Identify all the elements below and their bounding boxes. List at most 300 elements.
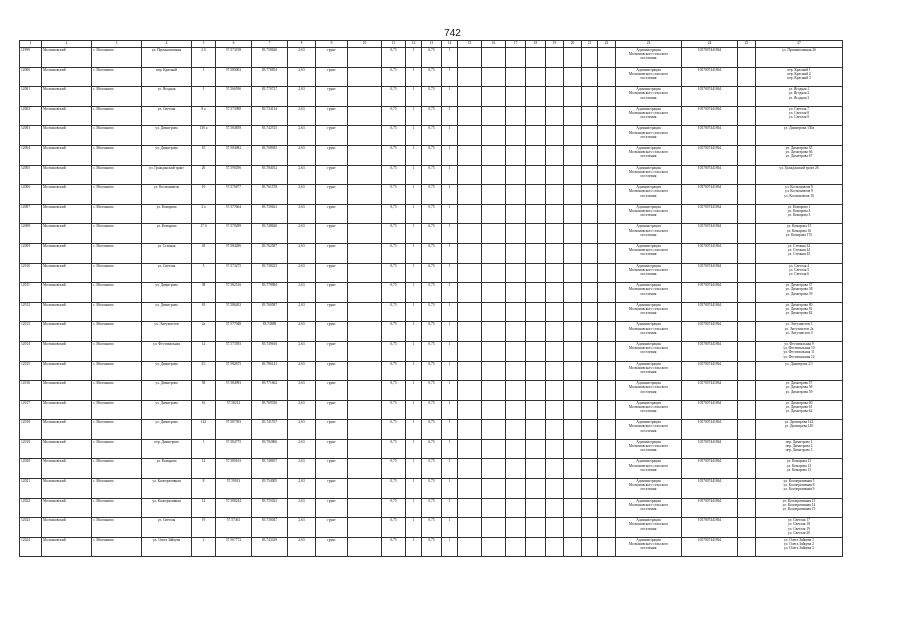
empty-cell [506, 204, 526, 224]
house-cell: 1 [192, 87, 216, 107]
empty-cell [564, 420, 582, 440]
empty-cell [738, 341, 756, 361]
owner-cell-line: Молчановского сельского [628, 52, 669, 57]
district-cell: Молчановский [42, 48, 92, 68]
row-id: 12009 [20, 243, 42, 263]
empty-cell [738, 106, 756, 126]
volume-cell: 0,75 [382, 165, 406, 185]
column-header: 8 [288, 41, 316, 48]
owner-cell-line: Администрация [636, 518, 661, 523]
volume-cell: 0,75 [382, 518, 406, 538]
empty-cell [506, 361, 526, 381]
empty-cell [546, 106, 564, 126]
empty-cell [482, 498, 506, 518]
volume-cell: 0,75 [422, 243, 442, 263]
row-id: 11999 [20, 48, 42, 68]
empty-cell [582, 263, 598, 283]
owner-cell-line: поселения [640, 95, 657, 100]
empty-cell [348, 106, 382, 126]
settlement-cell: с. Молчаново [92, 283, 142, 303]
empty-cell [348, 341, 382, 361]
count-cell: 1 [442, 459, 458, 479]
addresses-cell-line: ул. Олега Зайцева 1 [784, 537, 814, 542]
count-cell: 1 [442, 224, 458, 244]
volume-cell: 0,75 [422, 498, 442, 518]
inn-cell: 1057007441864 [682, 185, 738, 205]
owner-cell-line: Администрация [636, 479, 661, 484]
addresses-cell [756, 361, 843, 381]
surface-cell: грунт [316, 479, 348, 499]
empty-cell [482, 537, 506, 557]
owner-cell [616, 224, 682, 244]
volume-cell: 0,75 [422, 48, 442, 68]
empty-cell [582, 518, 598, 538]
addresses-cell [756, 126, 843, 146]
addresses-cell-line: ул. Светлая 6 [788, 271, 810, 276]
column-header: 22 [598, 41, 616, 48]
empty-cell [598, 145, 616, 165]
empty-cell [598, 341, 616, 361]
addresses-cell-line: ул. Димитрова 58 [785, 385, 813, 390]
owner-cell-line: Администрация [636, 400, 661, 405]
count-cell: 1 [406, 439, 422, 459]
empty-cell [506, 87, 526, 107]
empty-cell [582, 341, 598, 361]
area-cell: 2,63 [288, 322, 316, 342]
empty-cell [564, 204, 582, 224]
area-cell: 2,63 [288, 400, 316, 420]
addresses-cell-line: ул. Димитрова 39 [785, 291, 813, 296]
area-cell: 2,63 [288, 381, 316, 401]
count-cell: 1 [406, 263, 422, 283]
owner-cell-line: поселения [640, 350, 657, 355]
count-cell: 1 [406, 126, 422, 146]
empty-cell [546, 145, 564, 165]
empty-cell [506, 126, 526, 146]
table-row [20, 283, 843, 303]
settlement-cell: с. Молчаново [92, 400, 142, 420]
addresses-cell-line: ул. Кооперативная 5 [783, 479, 815, 484]
row-id: 12017 [20, 400, 42, 420]
inn-cell: 1057007441864 [682, 322, 738, 342]
empty-cell [738, 67, 756, 87]
latitude-cell: 57.586263 [216, 302, 252, 322]
volume-cell: 0,75 [382, 126, 406, 146]
row-id: 12018 [20, 420, 42, 440]
empty-cell [738, 518, 756, 538]
addresses-cell [756, 48, 843, 68]
volume-cell: 0,75 [382, 243, 406, 263]
longitude-cell: 83.771662 [252, 381, 288, 401]
volume-cell: 0,75 [422, 87, 442, 107]
settlement-cell: с. Молчаново [92, 126, 142, 146]
row-id: 12007 [20, 204, 42, 224]
empty-cell [546, 126, 564, 146]
empty-cell [564, 243, 582, 263]
addresses-cell-line: ул. Фестивальная 10 [783, 346, 815, 351]
empty-cell [546, 185, 564, 205]
empty-cell [564, 185, 582, 205]
owner-cell-line: поселения [640, 115, 657, 120]
settlement-cell: с. Молчаново [92, 48, 142, 68]
empty-cell [546, 420, 564, 440]
volume-cell: 0,75 [422, 165, 442, 185]
volume-cell: 0,75 [422, 381, 442, 401]
volume-cell: 0,75 [382, 263, 406, 283]
latitude-cell: 57.577948 [216, 322, 252, 342]
district-cell: Молчановский [42, 106, 92, 126]
inn-cell: 1057007441864 [682, 498, 738, 518]
empty-cell [526, 537, 546, 557]
addresses-cell-line: пер. Димитрова 3 [785, 448, 813, 453]
surface-cell: грунт [316, 67, 348, 87]
volume-cell: 0,75 [382, 185, 406, 205]
empty-cell [526, 185, 546, 205]
empty-cell [458, 302, 482, 322]
count-cell: 1 [406, 243, 422, 263]
empty-cell [482, 518, 506, 538]
latitude-cell: 57.584858 [216, 126, 252, 146]
settlement-cell: с. Молчаново [92, 302, 142, 322]
empty-cell [546, 263, 564, 283]
addresses-cell [756, 479, 843, 499]
table-row [20, 165, 843, 185]
owner-cell-line: поселения [640, 232, 657, 237]
house-cell: 130 а [192, 126, 216, 146]
empty-cell [738, 439, 756, 459]
empty-cell [564, 87, 582, 107]
empty-cell [482, 185, 506, 205]
empty-cell [348, 498, 382, 518]
area-cell: 2,63 [288, 361, 316, 381]
owner-cell-line: Молчановского сельского [628, 71, 669, 76]
house-cell: 12 [192, 341, 216, 361]
surface-cell: грунт [316, 322, 348, 342]
owner-cell [616, 537, 682, 557]
count-cell: 1 [442, 361, 458, 381]
count-cell: 1 [442, 243, 458, 263]
volume-cell: 0,75 [382, 283, 406, 303]
empty-cell [482, 302, 506, 322]
empty-cell [458, 341, 482, 361]
volume-cell: 0,75 [382, 224, 406, 244]
empty-cell [738, 283, 756, 303]
owner-cell [616, 322, 682, 342]
owner-cell-line: поселения [640, 134, 657, 139]
addresses-cell [756, 518, 843, 538]
longitude-cell: 83.778984 [252, 283, 288, 303]
volume-cell: 0,75 [382, 67, 406, 87]
latitude-cell: 57.573988 [216, 106, 252, 126]
settlement-cell: с. Молчаново [92, 361, 142, 381]
empty-cell [582, 302, 598, 322]
inn-cell: 1057007441864 [682, 420, 738, 440]
surface-cell: грунт [316, 126, 348, 146]
empty-cell [564, 381, 582, 401]
empty-cell [348, 87, 382, 107]
addresses-cell-line: ул. Гражданский тракт 26 [779, 165, 819, 170]
addresses-cell-line: ул. Димитрова 57 [785, 381, 813, 386]
empty-cell [506, 459, 526, 479]
empty-cell [506, 48, 526, 68]
row-id: 12001 [20, 87, 42, 107]
empty-cell [526, 302, 546, 322]
addresses-cell-line: ул. Олега Зайцева 2 [784, 542, 814, 547]
empty-cell [482, 400, 506, 420]
empty-cell [598, 361, 616, 381]
house-cell: 81 [192, 302, 216, 322]
owner-cell-line: Молчановского сельского [628, 169, 669, 174]
empty-cell [482, 381, 506, 401]
empty-cell [526, 518, 546, 538]
owner-cell-line: поселения [640, 369, 657, 374]
empty-cell [598, 87, 616, 107]
column-header: 25 [738, 41, 756, 48]
inn-cell: 1057007441864 [682, 518, 738, 538]
count-cell: 1 [442, 341, 458, 361]
table-row [20, 106, 843, 126]
empty-cell [348, 459, 382, 479]
inn-cell: 1057007441864 [682, 283, 738, 303]
empty-cell [348, 185, 382, 205]
house-cell: 17 б [192, 224, 216, 244]
count-cell: 1 [406, 283, 422, 303]
owner-cell-line: Администрация [636, 67, 661, 72]
area-cell: 2,63 [288, 537, 316, 557]
surface-cell: грунт [316, 420, 348, 440]
empty-cell [526, 243, 546, 263]
volume-cell: 0,75 [422, 537, 442, 557]
empty-cell [526, 498, 546, 518]
addresses-cell-line: ул. Димитрова 66 [785, 150, 813, 155]
volume-cell: 0,75 [422, 224, 442, 244]
empty-cell [546, 498, 564, 518]
column-header: 20 [564, 41, 582, 48]
column-header: 24 [682, 41, 738, 48]
count-cell: 1 [406, 361, 422, 381]
district-cell: Молчановский [42, 537, 92, 557]
street-cell: ул. Димитрова [142, 126, 192, 146]
empty-cell [458, 185, 482, 205]
addresses-cell-line: ул. Димитрова 60 [785, 400, 813, 405]
longitude-cell: 83.741767 [252, 420, 288, 440]
count-cell: 1 [442, 498, 458, 518]
table-row [20, 381, 843, 401]
owner-cell [616, 243, 682, 263]
empty-cell [526, 341, 546, 361]
empty-cell [738, 48, 756, 68]
addresses-cell-line: ул. Светлая 7 [788, 106, 810, 111]
surface-cell: грунт [316, 165, 348, 185]
surface-cell: грунт [316, 185, 348, 205]
empty-cell [458, 87, 482, 107]
count-cell: 1 [442, 420, 458, 440]
empty-cell [348, 518, 382, 538]
inn-cell: 1057007441864 [682, 439, 738, 459]
district-cell: Молчановский [42, 126, 92, 146]
addresses-cell-line: ул. Промышленная 2б [782, 48, 816, 52]
addresses-cell [756, 439, 843, 459]
empty-cell [458, 204, 482, 224]
row-id: 12012 [20, 302, 42, 322]
owner-cell-line: Молчановского сельского [628, 483, 669, 488]
volume-cell: 0,75 [382, 479, 406, 499]
volume-cell: 0,75 [422, 479, 442, 499]
area-cell: 2,63 [288, 165, 316, 185]
table-row [20, 322, 843, 342]
house-cell: 2/1 [192, 361, 216, 381]
owner-cell-line: Администрация [636, 145, 661, 150]
surface-cell: грунт [316, 302, 348, 322]
addresses-cell [756, 145, 843, 165]
table-row [20, 361, 843, 381]
table-row [20, 185, 843, 205]
count-cell: 1 [406, 400, 422, 420]
count-cell: 1 [406, 341, 422, 361]
owner-cell-line: поселения [640, 213, 657, 218]
empty-cell [482, 106, 506, 126]
owner-cell-line: Администрация [636, 185, 661, 190]
volume-cell: 0,75 [382, 322, 406, 342]
street-cell: ул. Димитрова [142, 145, 192, 165]
column-header: 27 [756, 41, 843, 48]
settlement-cell: с. Молчаново [92, 106, 142, 126]
empty-cell [582, 459, 598, 479]
empty-cell [482, 420, 506, 440]
volume-cell: 0,75 [382, 498, 406, 518]
owner-cell-line: Администрация [636, 87, 661, 92]
empty-cell [582, 361, 598, 381]
district-cell: Молчановский [42, 479, 92, 499]
empty-cell [482, 283, 506, 303]
latitude-cell: 57.566596 [216, 87, 252, 107]
house-cell: 61 [192, 400, 216, 420]
empty-cell [482, 322, 506, 342]
owner-cell-line: Администрация [636, 498, 661, 503]
addresses-cell-line: ул. Ягодная 1 [788, 87, 810, 92]
count-cell: 1 [406, 224, 422, 244]
empty-cell [582, 106, 598, 126]
addresses-cell [756, 106, 843, 126]
empty-cell [526, 145, 546, 165]
empty-cell [506, 400, 526, 420]
owner-cell [616, 479, 682, 499]
table-row [20, 204, 843, 224]
table-row [20, 518, 843, 538]
empty-cell [564, 165, 582, 185]
addresses-cell-line: ул. Комарова 15 [786, 224, 812, 229]
house-cell: 8 а [192, 106, 216, 126]
empty-cell [564, 224, 582, 244]
empty-cell [598, 126, 616, 146]
empty-cell [546, 322, 564, 342]
street-cell: ул. Космонавтов [142, 185, 192, 205]
empty-cell [506, 479, 526, 499]
owner-cell-line: Администрация [636, 361, 661, 366]
empty-cell [506, 302, 526, 322]
empty-cell [526, 48, 546, 68]
column-header: 16 [482, 41, 506, 48]
inn-cell: 1057007441864 [682, 126, 738, 146]
count-cell: 1 [406, 479, 422, 499]
house-cell: 8 [192, 479, 216, 499]
surface-cell: грунт [316, 224, 348, 244]
table-row [20, 400, 843, 420]
owner-cell-line: Молчановского сельского [628, 150, 669, 155]
owner-cell-line: Администрация [636, 106, 661, 111]
empty-cell [598, 204, 616, 224]
count-cell: 1 [442, 518, 458, 538]
empty-cell [564, 48, 582, 68]
addresses-cell-line: ул. Димитрова 65 [785, 145, 813, 150]
empty-cell [738, 361, 756, 381]
empty-cell [458, 498, 482, 518]
addresses-cell-line: ул. Димитрова 62 [785, 409, 813, 414]
settlement-cell: с. Молчаново [92, 537, 142, 557]
addresses-cell-line: ул. Димитрова 82 [785, 311, 813, 316]
addresses-cell-line: ул. Комарова 16 [786, 228, 812, 233]
empty-cell [564, 518, 582, 538]
empty-cell [738, 498, 756, 518]
addresses-cell-line: ул. Димитрова 61 [785, 404, 813, 409]
empty-cell [506, 537, 526, 557]
street-cell: ул. Светлая [142, 263, 192, 283]
street-cell: пер. Димитрова [142, 439, 192, 459]
area-cell: 2,63 [288, 106, 316, 126]
empty-cell [738, 126, 756, 146]
volume-cell: 0,75 [422, 341, 442, 361]
empty-cell [738, 224, 756, 244]
empty-cell [526, 204, 546, 224]
addresses-cell-line: ул. Светлая 18 [788, 522, 810, 527]
addresses-cell-line: ул. Димитрова 81 [785, 306, 813, 311]
count-cell: 1 [442, 400, 458, 420]
surface-cell: грунт [316, 341, 348, 361]
addresses-cell-line: ул. Димитрова 80 [785, 302, 813, 307]
owner-cell [616, 87, 682, 107]
surface-cell: грунт [316, 400, 348, 420]
owner-cell-line: поселения [640, 271, 657, 276]
empty-cell [348, 67, 382, 87]
owner-cell [616, 341, 682, 361]
empty-cell [738, 537, 756, 557]
owner-cell-line: Администрация [636, 48, 661, 52]
latitude-cell: 57.58212 [216, 400, 252, 420]
empty-cell [506, 518, 526, 538]
addresses-cell-line: ул. Кооперативная 9 [783, 487, 815, 492]
street-cell: ул. Кооперативная [142, 498, 192, 518]
street-cell: ул. Олега Зайцева [142, 537, 192, 557]
empty-cell [458, 479, 482, 499]
addresses-cell [756, 381, 843, 401]
settlement-cell: с. Молчаново [92, 243, 142, 263]
empty-cell [348, 48, 382, 68]
empty-cell [582, 243, 598, 263]
empty-cell [582, 537, 598, 557]
empty-cell [582, 204, 598, 224]
addresses-cell [756, 87, 843, 107]
volume-cell: 0,75 [382, 302, 406, 322]
surface-cell: грунт [316, 537, 348, 557]
count-cell: 1 [406, 204, 422, 224]
owner-cell-line: поселения [640, 389, 657, 394]
inn-cell: 1057007441864 [682, 263, 738, 283]
owner-cell [616, 67, 682, 87]
addresses-cell-line: ул. Светлая 5 [788, 267, 810, 272]
settlement-cell: с. Молчаново [92, 145, 142, 165]
row-id: 12011 [20, 283, 42, 303]
owner-cell-line: Молчановского сельского [628, 542, 669, 547]
